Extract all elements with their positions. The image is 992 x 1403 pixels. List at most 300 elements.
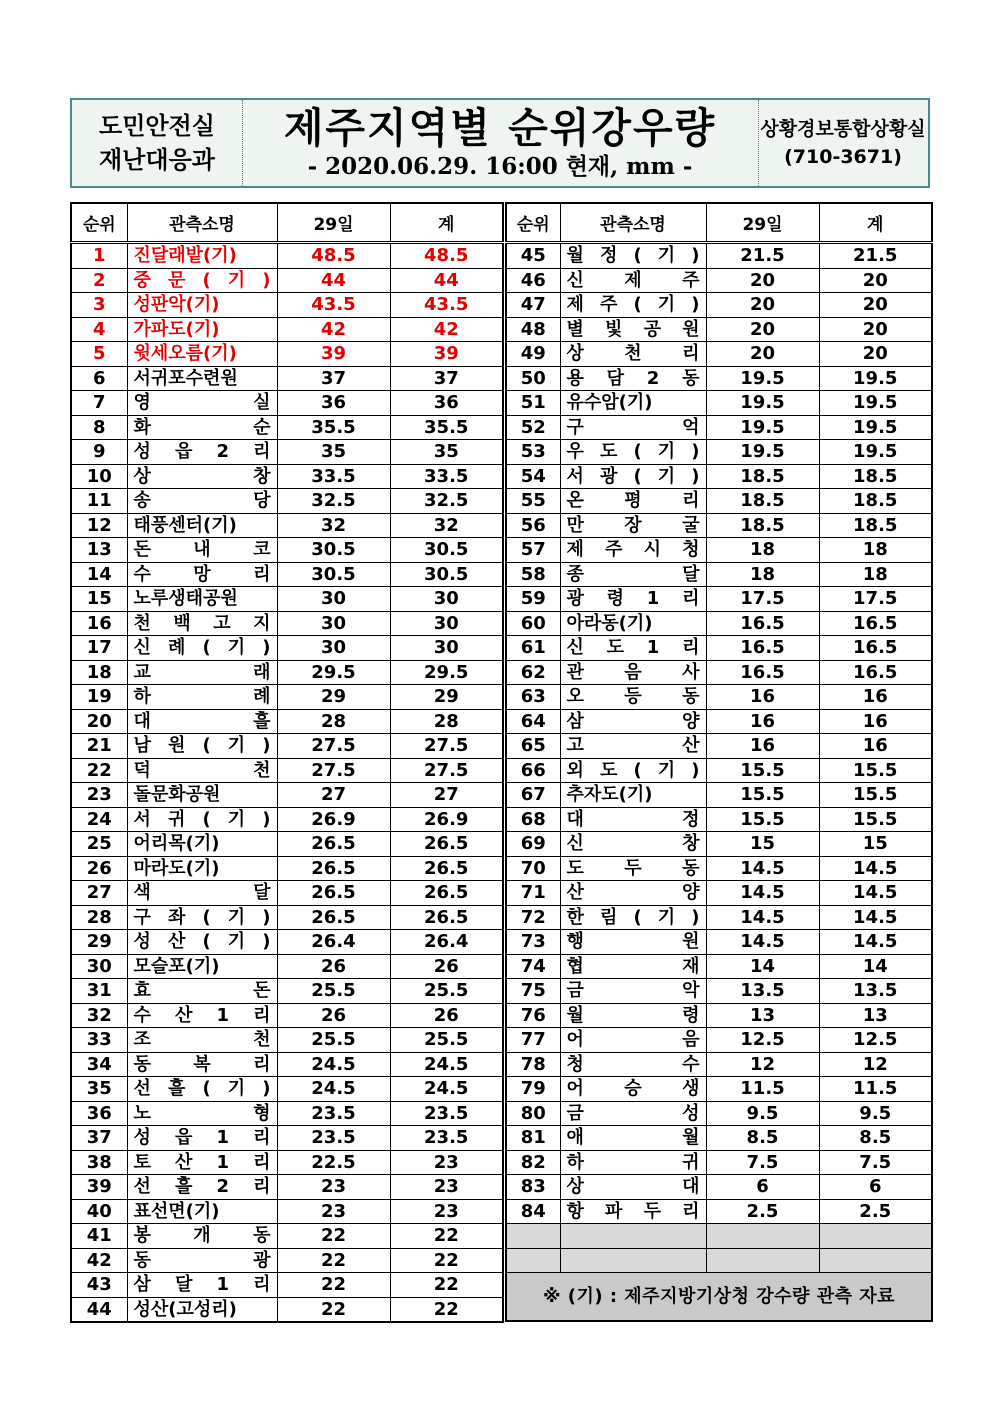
total-rainfall-cell: 16: [819, 734, 932, 759]
total-rainfall-cell: 22: [390, 1224, 503, 1249]
total-rainfall-cell: 43.5: [390, 293, 503, 318]
total-rainfall-cell: 32.5: [390, 489, 503, 514]
day-rainfall-cell: 27.5: [277, 758, 390, 783]
table-row: [506, 685, 932, 710]
rank-cell: 69: [506, 832, 560, 857]
rainfall-table-right: [505, 202, 933, 1322]
day-rainfall-cell: 28: [277, 709, 390, 734]
table-row: [71, 464, 503, 489]
table-row: [71, 317, 503, 342]
col-rank: 순위: [506, 203, 560, 243]
rank-cell: 82: [506, 1150, 560, 1175]
page-title: 제주지역별 순위강우량: [283, 104, 717, 152]
table-row: [71, 1101, 503, 1126]
rank-cell: 58: [506, 562, 560, 587]
station-name-cell: 어리목(기): [127, 832, 277, 857]
total-rainfall-cell: 26: [390, 954, 503, 979]
day-rainfall-cell: 27: [277, 783, 390, 808]
station-name-cell: 돌문화공원: [127, 783, 277, 808]
station-name-cell: 중 문 ( 기 ): [127, 268, 277, 293]
table-row: [506, 636, 932, 661]
rank-cell: 43: [71, 1273, 127, 1298]
station-name-cell: 표선면(기): [127, 1199, 277, 1224]
rank-cell: 53: [506, 440, 560, 465]
station-name-cell: 동 복 리: [127, 1052, 277, 1077]
rank-cell: 77: [506, 1028, 560, 1053]
total-rainfall-cell: 27: [390, 783, 503, 808]
rank-cell: 1: [71, 243, 127, 269]
day-rainfall-cell: 18: [706, 562, 819, 587]
station-name-cell: 삼 양: [560, 709, 706, 734]
station-name-cell: 서귀포수련원: [127, 366, 277, 391]
station-name-cell: 가파도(기): [127, 317, 277, 342]
total-rainfall-cell: 16.5: [819, 660, 932, 685]
rank-cell: 75: [506, 979, 560, 1004]
day-rainfall-cell: 13: [706, 1003, 819, 1028]
station-name-cell: 별 빛 공 원: [560, 317, 706, 342]
total-rainfall-cell: 24.5: [390, 1052, 503, 1077]
total-rainfall-cell: 26.5: [390, 881, 503, 906]
table-row: [506, 489, 932, 514]
rank-cell: 45: [506, 243, 560, 269]
station-name-cell: 용 담 2 동: [560, 366, 706, 391]
day-rainfall-cell: 33.5: [277, 464, 390, 489]
station-name-cell: 영 실: [127, 391, 277, 416]
rank-cell: 29: [71, 930, 127, 955]
department-line1: 도민안전실: [99, 112, 215, 140]
total-rainfall-cell: 18.5: [819, 489, 932, 514]
total-rainfall-cell: 7.5: [819, 1150, 932, 1175]
table-row: [506, 342, 932, 367]
table-row: [506, 1199, 932, 1224]
table-row: [71, 1052, 503, 1077]
total-rainfall-cell: 14: [819, 954, 932, 979]
rank-cell: 6: [71, 366, 127, 391]
day-rainfall-cell: 2.5: [706, 1199, 819, 1224]
rank-cell: 49: [506, 342, 560, 367]
station-name-cell: 외 도 ( 기 ): [560, 758, 706, 783]
station-name-cell: 구 억: [560, 415, 706, 440]
day-rainfall-cell: 26: [277, 1003, 390, 1028]
table-row: [506, 587, 932, 612]
table-row: [71, 1028, 503, 1053]
table-row: [506, 1003, 932, 1028]
total-rainfall-cell: 35.5: [390, 415, 503, 440]
table-row: [506, 1150, 932, 1175]
total-rainfall-cell: 29: [390, 685, 503, 710]
table-row: [506, 611, 932, 636]
rank-cell: 78: [506, 1052, 560, 1077]
day-rainfall-cell: 25.5: [277, 979, 390, 1004]
day-rainfall-cell: 15: [706, 832, 819, 857]
total-rainfall-cell: 19.5: [819, 415, 932, 440]
day-rainfall-cell: 32: [277, 513, 390, 538]
table-row: [506, 464, 932, 489]
day-rainfall-cell: 29.5: [277, 660, 390, 685]
rank-cell: 80: [506, 1101, 560, 1126]
station-name-cell: 신 창: [560, 832, 706, 857]
rank-cell: 44: [71, 1297, 127, 1322]
day-rainfall-cell: 15.5: [706, 807, 819, 832]
station-name-cell: 광 령 1 리: [560, 587, 706, 612]
total-rainfall-cell: 36: [390, 391, 503, 416]
total-rainfall-cell: 26.4: [390, 930, 503, 955]
table-row: [506, 709, 932, 734]
day-rainfall-cell: 13.5: [706, 979, 819, 1004]
rank-cell: 60: [506, 611, 560, 636]
day-rainfall-cell: 22: [277, 1297, 390, 1322]
day-rainfall-cell: 24.5: [277, 1077, 390, 1102]
rank-cell: 57: [506, 538, 560, 563]
total-rainfall-cell: 25.5: [390, 1028, 503, 1053]
station-name-cell: 관 음 사: [560, 660, 706, 685]
station-name-cell: 항 파 두 리: [560, 1199, 706, 1224]
table-row: [506, 905, 932, 930]
total-rainfall-cell: 19.5: [819, 440, 932, 465]
rank-cell: 12: [71, 513, 127, 538]
station-name-cell: 수 산 1 리: [127, 1003, 277, 1028]
rank-cell: 22: [71, 758, 127, 783]
table-row: [71, 489, 503, 514]
station-name-cell: 효 돈: [127, 979, 277, 1004]
station-name-cell: 색 달: [127, 881, 277, 906]
table-row: [506, 734, 932, 759]
table-row: [506, 1028, 932, 1053]
total-rainfall-cell: 23: [390, 1199, 503, 1224]
day-rainfall-cell: 26: [277, 954, 390, 979]
day-rainfall-cell: 43.5: [277, 293, 390, 318]
table-row: [71, 243, 503, 269]
total-rainfall-cell: 15.5: [819, 807, 932, 832]
day-rainfall-cell: 22: [277, 1248, 390, 1273]
table-row: [71, 636, 503, 661]
station-name-cell: 신 제 주: [560, 268, 706, 293]
rank-cell: 84: [506, 1199, 560, 1224]
day-rainfall-cell: 14.5: [706, 881, 819, 906]
table-row: [71, 1199, 503, 1224]
table-row: [71, 391, 503, 416]
table-row: [71, 366, 503, 391]
station-name-cell: 상 천 리: [560, 342, 706, 367]
table-row: [71, 587, 503, 612]
day-rainfall-cell: 23: [277, 1199, 390, 1224]
station-name-cell: 월 령: [560, 1003, 706, 1028]
station-name-cell: 교 래: [127, 660, 277, 685]
rank-cell: 55: [506, 489, 560, 514]
total-rainfall-cell: 19.5: [819, 391, 932, 416]
rank-cell: 34: [71, 1052, 127, 1077]
rank-cell: 27: [71, 881, 127, 906]
total-rainfall-cell: 26.9: [390, 807, 503, 832]
station-name-cell: 대 흘: [127, 709, 277, 734]
rank-cell: 63: [506, 685, 560, 710]
rainfall-table-left: [70, 202, 504, 1323]
total-rainfall-cell: 30: [390, 636, 503, 661]
rank-cell: 21: [71, 734, 127, 759]
station-name-cell: 도 두 동: [560, 856, 706, 881]
blank-cell: [560, 1224, 706, 1249]
rank-cell: 24: [71, 807, 127, 832]
day-rainfall-cell: 22: [277, 1224, 390, 1249]
station-name-cell: 신 례 ( 기 ): [127, 636, 277, 661]
day-rainfall-cell: 9.5: [706, 1101, 819, 1126]
total-rainfall-cell: 13.5: [819, 979, 932, 1004]
day-rainfall-cell: 26.5: [277, 832, 390, 857]
rank-cell: 30: [71, 954, 127, 979]
table-row: [506, 660, 932, 685]
station-name-cell: 서 귀 ( 기 ): [127, 807, 277, 832]
day-rainfall-cell: 27.5: [277, 734, 390, 759]
rank-cell: 26: [71, 856, 127, 881]
total-rainfall-cell: 30.5: [390, 538, 503, 563]
day-rainfall-cell: 19.5: [706, 440, 819, 465]
rank-cell: 23: [71, 783, 127, 808]
day-rainfall-cell: 20: [706, 293, 819, 318]
department-line2: 재난대응과: [99, 146, 215, 174]
total-rainfall-cell: 44: [390, 268, 503, 293]
station-name-cell: 대 정: [560, 807, 706, 832]
total-rainfall-cell: 16.5: [819, 611, 932, 636]
rank-cell: 71: [506, 881, 560, 906]
table-row: [71, 930, 503, 955]
table-row: [506, 930, 932, 955]
table-row: [506, 317, 932, 342]
station-name-cell: 남 원 ( 기 ): [127, 734, 277, 759]
station-name-cell: 송 당: [127, 489, 277, 514]
total-rainfall-cell: 2.5: [819, 1199, 932, 1224]
total-rainfall-cell: 15.5: [819, 783, 932, 808]
total-rainfall-cell: 23.5: [390, 1101, 503, 1126]
station-name-cell: 청 수: [560, 1052, 706, 1077]
day-rainfall-cell: 48.5: [277, 243, 390, 269]
day-rainfall-cell: 35.5: [277, 415, 390, 440]
rank-cell: 50: [506, 366, 560, 391]
rank-cell: 41: [71, 1224, 127, 1249]
total-rainfall-cell: 23.5: [390, 1126, 503, 1151]
day-rainfall-cell: 6: [706, 1175, 819, 1200]
total-rainfall-cell: 33.5: [390, 464, 503, 489]
rank-cell: 4: [71, 317, 127, 342]
day-rainfall-cell: 18: [706, 538, 819, 563]
table-row: [71, 513, 503, 538]
table-row: [71, 709, 503, 734]
table-row: [71, 660, 503, 685]
rank-cell: 32: [71, 1003, 127, 1028]
total-rainfall-cell: 14.5: [819, 930, 932, 955]
station-name-cell: 덕 천: [127, 758, 277, 783]
rank-cell: 25: [71, 832, 127, 857]
station-name-cell: 어 승 생: [560, 1077, 706, 1102]
blank-cell: [706, 1248, 819, 1273]
total-rainfall-cell: 19.5: [819, 366, 932, 391]
station-name-cell: 노 형: [127, 1101, 277, 1126]
station-name-cell: 제 주 시 청: [560, 538, 706, 563]
blank-cell: [560, 1248, 706, 1273]
table-row: [506, 979, 932, 1004]
day-rainfall-cell: 7.5: [706, 1150, 819, 1175]
contact-block: [758, 100, 928, 186]
table-row: [71, 415, 503, 440]
station-name-cell: 성판악(기): [127, 293, 277, 318]
table-row: [71, 1248, 503, 1273]
station-name-cell: 우 도 ( 기 ): [560, 440, 706, 465]
table-row: [71, 783, 503, 808]
table-header-row: [506, 203, 932, 243]
day-rainfall-cell: 18.5: [706, 489, 819, 514]
station-name-cell: 만 장 굴: [560, 513, 706, 538]
blank-cell: [506, 1224, 560, 1249]
day-rainfall-cell: 20: [706, 317, 819, 342]
rank-cell: 51: [506, 391, 560, 416]
title-block: [242, 100, 759, 186]
station-name-cell: 행 원: [560, 930, 706, 955]
total-rainfall-cell: 29.5: [390, 660, 503, 685]
total-rainfall-cell: 26.5: [390, 832, 503, 857]
note-row: [506, 1273, 932, 1322]
table-header-row: [71, 203, 503, 243]
rank-cell: 17: [71, 636, 127, 661]
total-rainfall-cell: 18.5: [819, 513, 932, 538]
page-subtitle: - 2020.06.29. 16:00 현재, mm -: [307, 153, 693, 180]
station-name-cell: 천 백 고 지: [127, 611, 277, 636]
day-rainfall-cell: 30: [277, 636, 390, 661]
table-row: [506, 783, 932, 808]
station-name-cell: 신 도 1 리: [560, 636, 706, 661]
total-rainfall-cell: 39: [390, 342, 503, 367]
total-rainfall-cell: 22: [390, 1273, 503, 1298]
day-rainfall-cell: 14: [706, 954, 819, 979]
rank-cell: 38: [71, 1150, 127, 1175]
total-rainfall-cell: 16: [819, 685, 932, 710]
col-day: 29일: [706, 203, 819, 243]
table-row: [71, 856, 503, 881]
table-row: [71, 905, 503, 930]
day-rainfall-cell: 14.5: [706, 930, 819, 955]
rank-cell: 35: [71, 1077, 127, 1102]
rank-cell: 52: [506, 415, 560, 440]
total-rainfall-cell: 14.5: [819, 905, 932, 930]
table-row: [506, 1175, 932, 1200]
station-name-cell: 화 순: [127, 415, 277, 440]
total-rainfall-cell: 23: [390, 1175, 503, 1200]
table-row: [506, 1077, 932, 1102]
total-rainfall-cell: 22: [390, 1297, 503, 1322]
total-rainfall-cell: 32: [390, 513, 503, 538]
total-rainfall-cell: 28: [390, 709, 503, 734]
total-rainfall-cell: 25.5: [390, 979, 503, 1004]
rank-cell: 70: [506, 856, 560, 881]
day-rainfall-cell: 30.5: [277, 562, 390, 587]
day-rainfall-cell: 12: [706, 1052, 819, 1077]
total-rainfall-cell: 21.5: [819, 243, 932, 269]
rank-cell: 65: [506, 734, 560, 759]
day-rainfall-cell: 18.5: [706, 513, 819, 538]
rank-cell: 36: [71, 1101, 127, 1126]
station-name-cell: 성 읍 1 리: [127, 1126, 277, 1151]
blank-cell: [819, 1248, 932, 1273]
total-rainfall-cell: 9.5: [819, 1101, 932, 1126]
contact-office: 상황경보통합상황실: [760, 118, 926, 140]
table-row: [506, 954, 932, 979]
station-name-cell: 금 악: [560, 979, 706, 1004]
total-rainfall-cell: 20: [819, 317, 932, 342]
table-row: [71, 440, 503, 465]
rank-cell: 74: [506, 954, 560, 979]
day-rainfall-cell: 19.5: [706, 391, 819, 416]
rank-cell: 64: [506, 709, 560, 734]
table-row: [506, 366, 932, 391]
rank-cell: 14: [71, 562, 127, 587]
total-rainfall-cell: 23: [390, 1150, 503, 1175]
blank-row: [506, 1248, 932, 1273]
col-station: 관측소명: [127, 203, 277, 243]
station-name-cell: 봉 개 동: [127, 1224, 277, 1249]
total-rainfall-cell: 15: [819, 832, 932, 857]
blank-cell: [706, 1224, 819, 1249]
day-rainfall-cell: 26.5: [277, 856, 390, 881]
station-name-cell: 진달래밭(기): [127, 243, 277, 269]
rank-cell: 19: [71, 685, 127, 710]
day-rainfall-cell: 35: [277, 440, 390, 465]
rank-cell: 10: [71, 464, 127, 489]
rank-cell: 11: [71, 489, 127, 514]
day-rainfall-cell: 16.5: [706, 611, 819, 636]
day-rainfall-cell: 16: [706, 734, 819, 759]
day-rainfall-cell: 16: [706, 685, 819, 710]
rank-cell: 79: [506, 1077, 560, 1102]
station-name-cell: 아라동(기): [560, 611, 706, 636]
rank-cell: 2: [71, 268, 127, 293]
day-rainfall-cell: 32.5: [277, 489, 390, 514]
station-name-cell: 동 광: [127, 1248, 277, 1273]
rank-cell: 61: [506, 636, 560, 661]
rank-cell: 40: [71, 1199, 127, 1224]
day-rainfall-cell: 17.5: [706, 587, 819, 612]
day-rainfall-cell: 11.5: [706, 1077, 819, 1102]
table-row: [71, 881, 503, 906]
day-rainfall-cell: 18.5: [706, 464, 819, 489]
station-name-cell: 하 귀: [560, 1150, 706, 1175]
day-rainfall-cell: 23.5: [277, 1101, 390, 1126]
total-rainfall-cell: 12.5: [819, 1028, 932, 1053]
day-rainfall-cell: 16.5: [706, 636, 819, 661]
day-rainfall-cell: 14.5: [706, 856, 819, 881]
table-row: [506, 562, 932, 587]
table-row: [71, 1224, 503, 1249]
table-row: [506, 1126, 932, 1151]
table-row: [71, 685, 503, 710]
day-rainfall-cell: 16: [706, 709, 819, 734]
rank-cell: 62: [506, 660, 560, 685]
station-name-cell: 태풍센터(기): [127, 513, 277, 538]
day-rainfall-cell: 19.5: [706, 366, 819, 391]
rank-cell: 15: [71, 587, 127, 612]
rank-cell: 68: [506, 807, 560, 832]
table-row: [506, 268, 932, 293]
col-total: 계: [819, 203, 932, 243]
day-rainfall-cell: 26.9: [277, 807, 390, 832]
rank-cell: 8: [71, 415, 127, 440]
total-rainfall-cell: 26.5: [390, 905, 503, 930]
total-rainfall-cell: 27.5: [390, 758, 503, 783]
rank-cell: 7: [71, 391, 127, 416]
day-rainfall-cell: 22: [277, 1273, 390, 1298]
table-row: [71, 832, 503, 857]
station-name-cell: 추자도(기): [560, 783, 706, 808]
table-row: [506, 513, 932, 538]
total-rainfall-cell: 17.5: [819, 587, 932, 612]
station-name-cell: 상 창: [127, 464, 277, 489]
